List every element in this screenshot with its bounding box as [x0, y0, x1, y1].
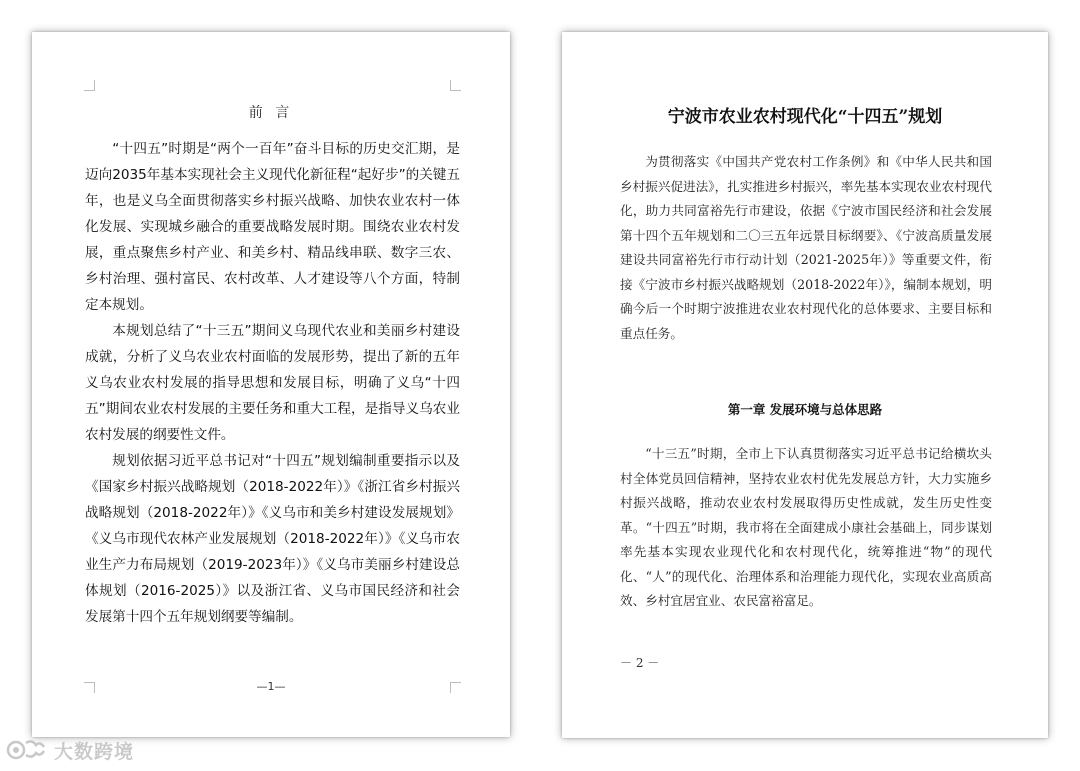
intro-paragraph: 为贯彻落实《中国共产党农村工作条例》和《中华人民共和国乡村振兴促进法》，扎实推进乡村振兴，率先基本实现农业农村现代化，助力共同富裕先行市建设，依据《宁波市国民经济和社会发展第十四个五年规划和二〇三五年远景目标纲要》、《宁波高质量发展建设共同富裕先行市行动计划（2021-2025年）》等重要文件，衔接《宁波市乡村振兴战略规划（2018-2022年）》，编制本规划，明确今后一个时期宁波推进农业农村现代化的总体要求、主要目标和重点任务。: [620, 154, 992, 341]
preface-paragraph-1: “十四五”时期是“两个一百年”奋斗目标的历史交汇期，是迈向2035年基本实现社会主义现代化新征程“起好步”的关键五年，也是义乌全面贯彻落实乡村振兴战略、加快农业农村一体化发展、实现城乡融合的重要战略发展时期。围绕农业农村发展，重点聚焦乡村产业、和美乡村、精品线串联、数字三农、乡村治理、强村富民、农村改革、人才建设等八个方面，特制定本规划。: [85, 141, 460, 313]
page-number-right: － 2 －: [620, 656, 660, 670]
crop-mark-top-left: [84, 80, 95, 91]
preface-heading: 前 言: [248, 105, 294, 121]
chapter-body: [620, 442, 992, 614]
crop-mark-top-right: [450, 80, 461, 91]
watermark: [6, 734, 134, 766]
right-document-page: [562, 32, 1048, 738]
intro-body: [620, 150, 992, 346]
logo-icon: [6, 737, 48, 763]
page-number-left: —1—: [256, 680, 286, 693]
document-title: 宁波市农业农村现代化“十四五”规划: [667, 107, 943, 127]
preface-paragraph-3: 规划依据习近平总书记对“十四五”规划编制重要指示以及《国家乡村振兴战略规划（2018-2022年）》《浙江省乡村振兴战略规划（2018-2022年）》《义乌市和美乡村建设发展规划》《义乌市现代农林产业发展规划（2018-2022年）》《义乌市农业生产力布局规划（2019-2023年）》《义乌市美丽乡村建设总体规划（2016-2025）》以及浙江省、义乌市国民经济和社会发展第十四个五年规划纲要等编制。: [85, 453, 460, 625]
chapter-paragraph: “十三五”时期，全市上下认真贯彻落实习近平总书记给横坎头村全体党员回信精神，坚持农业农村优先发展总方针，大力实施乡村振兴战略，推动农业农村发展取得历史性成就，发生历史性变革。“十四五”时期，我市将在全面建成小康社会基础上，同步谋划率先基本实现农业现代化和农村现代化，统筹推进“物”的现代化、“人”的现代化、治理体系和治理能力现代化，实现农业高质高效、乡村宜居宜业、农民富裕富足。: [620, 446, 992, 608]
left-document-page: [32, 32, 510, 737]
watermark-text: 大数跨境: [54, 740, 135, 763]
preface-paragraph-2: 本规划总结了“十三五”期间义乌现代农业和美丽乡村建设成就，分析了义乌农业农村面临的发展形势，提出了新的五年义乌农业农村发展的指导思想和发展目标，明确了义乌“十四五”期间农业农村发展的主要任务和重大工程，是指导义乌农业农村发展的纲要性文件。: [85, 323, 460, 443]
chapter-title: 第一章 发展环境与总体思路: [727, 402, 883, 417]
preface-body: [85, 136, 460, 630]
